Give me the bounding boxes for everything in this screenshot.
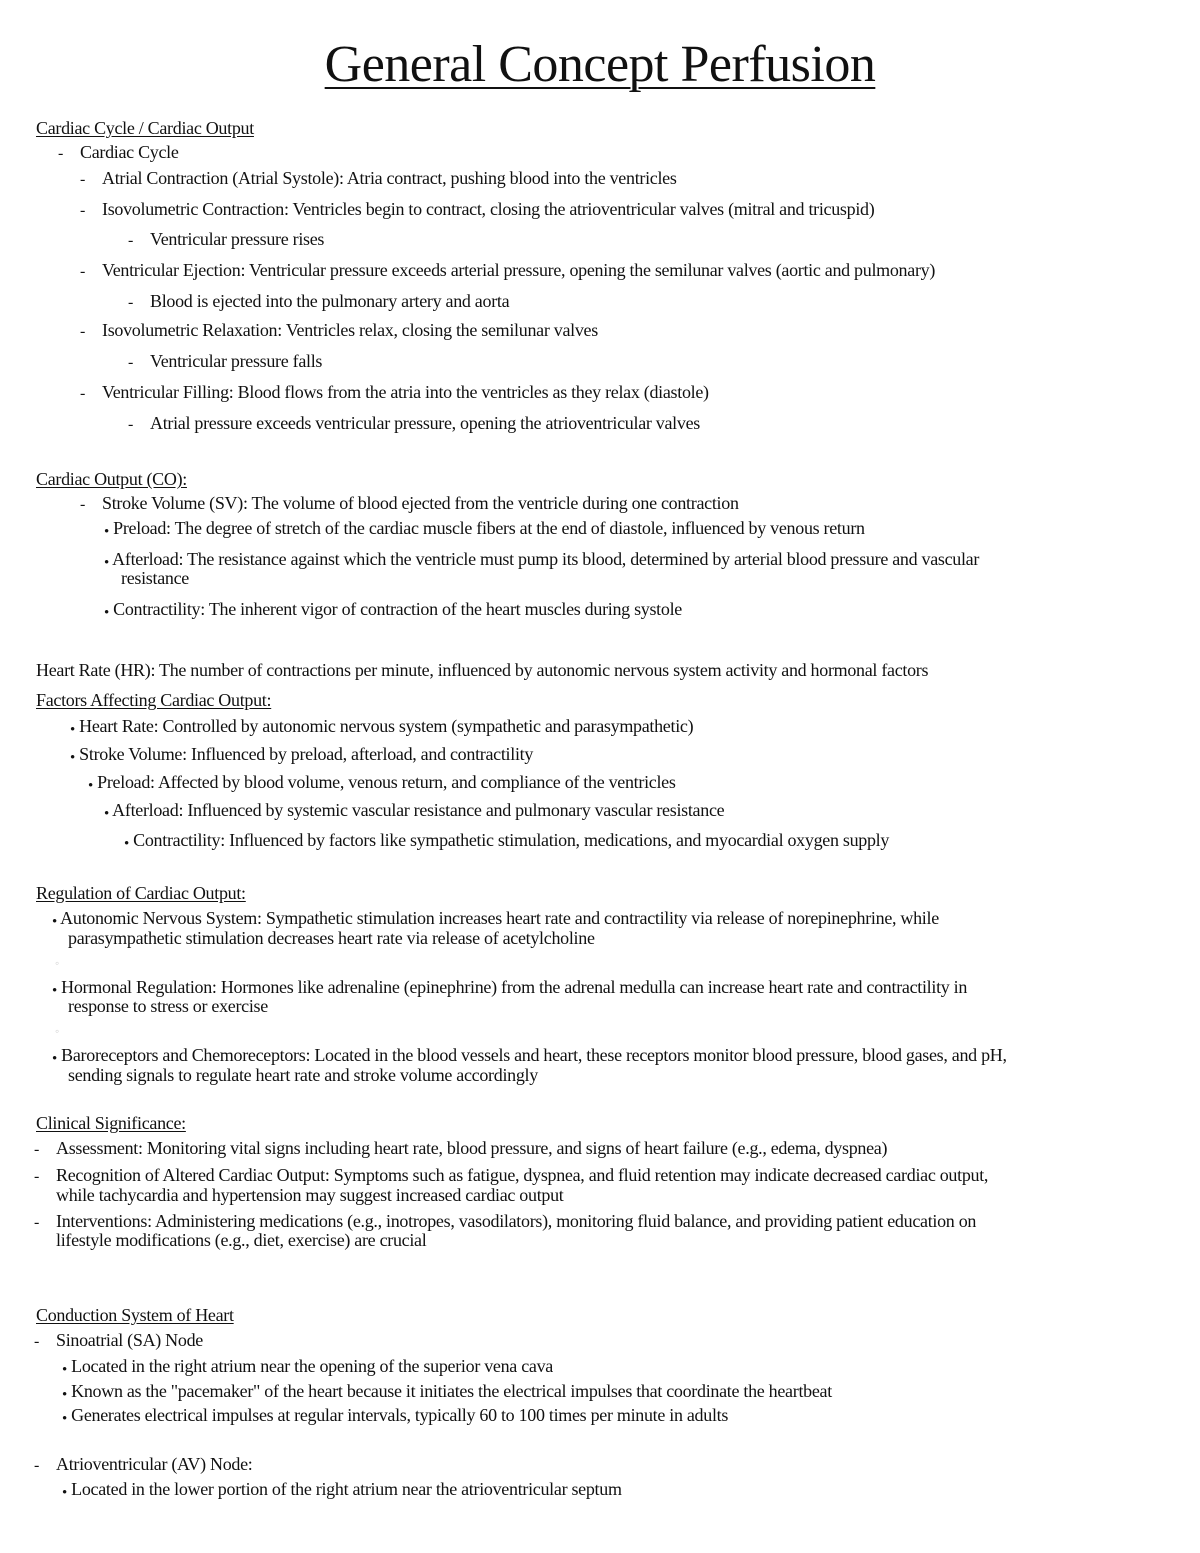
list-item: • Heart Rate: Controlled by autonomic nervous system (sympathetic and parasympathetic) [70,716,694,738]
list-item: - Blood is ejected into the pulmonary artery and aorta [128,291,510,311]
section-heading-conduction: Conduction System of Heart [36,1305,234,1325]
list-item: - Ventricular Filling: Blood flows from the atria into the ventricles as they relax (diastole) [80,382,709,402]
list-item: - Isovolumetric Contraction: Ventricles begin to contract, closing the atrioventricular valves (mitral and tricuspid) [80,199,875,219]
list-item: • Preload: The degree of stretch of the cardiac muscle fibers at the end of diastole, influenced by venous return [104,518,865,540]
document-title: General Concept Perfusion [324,36,876,93]
list-item: - Atrial pressure exceeds ventricular pressure, opening the atrioventricular valves [128,413,700,433]
empty-bullet: ◦ [55,956,59,970]
list-item: - Ventricular Ejection: Ventricular pressure exceeds arterial pressure, opening the semilunar valves (aortic and pulmonary) [80,260,936,280]
list-item: - Atrioventricular (AV) Node: [34,1454,253,1474]
list-item: - Sinoatrial (SA) Node [34,1330,203,1350]
list-item: - Stroke Volume (SV): The volume of blood ejected from the ventricle during one contraction [80,493,739,513]
list-item: • Hormonal Regulation: Hormones like adrenaline (epinephrine) from the adrenal medulla can increase heart rate and contractility in [52,977,968,999]
list-item-continuation: while tachycardia and hypertension may suggest increased cardiac output [56,1185,564,1205]
list-item: • Autonomic Nervous System: Sympathetic stimulation increases heart rate and contractility via release of norepinephrine, while [52,908,939,930]
list-item: • Contractility: Influenced by factors like sympathetic stimulation, medications, and myocardial oxygen supply [124,830,890,852]
list-item: • Located in the right atrium near the opening of the superior vena cava [62,1356,553,1378]
list-item-continuation: response to stress or exercise [68,996,268,1016]
list-item: • Located in the lower portion of the right atrium near the atrioventricular septum [62,1479,622,1501]
list-item-continuation: resistance [121,568,189,588]
list-item: • Afterload: The resistance against which the ventricle must pump its blood, determined by arterial blood pressure and vascular [104,549,980,571]
list-item: • Baroreceptors and Chemoreceptors: Located in the blood vessels and heart, these receptors monitor blood pressure, blood gases, and pH, [52,1045,1007,1067]
list-item: - Assessment: Monitoring vital signs including heart rate, blood pressure, and signs of heart failure (e.g., edema, dyspnea) [34,1138,888,1158]
list-item: - Ventricular pressure falls [128,351,323,371]
list-item-continuation: lifestyle modifications (e.g., diet, exercise) are crucial [56,1230,427,1250]
section-heading-factors: Factors Affecting Cardiac Output: [36,690,272,710]
list-item: - Isovolumetric Relaxation: Ventricles relax, closing the semilunar valves [80,320,598,340]
list-item: • Preload: Affected by blood volume, venous return, and compliance of the ventricles [88,772,676,794]
empty-bullet: ◦ [55,1024,59,1038]
list-item: • Afterload: Influenced by systemic vascular resistance and pulmonary vascular resistance [104,800,725,822]
list-item-continuation: sending signals to regulate heart rate and stroke volume accordingly [68,1065,538,1085]
list-item: - Interventions: Administering medications (e.g., inotropes, vasodilators), monitoring fluid balance, and providing patient education on [34,1211,977,1231]
list-item: • Contractility: The inherent vigor of contraction of the heart muscles during systole [104,599,682,621]
paragraph-heart-rate: Heart Rate (HR): The number of contractions per minute, influenced by autonomic nervous system activity and hormonal factors [36,660,929,680]
list-item: • Known as the "pacemaker" of the heart because it initiates the electrical impulses that coordinate the heartbeat [62,1381,832,1403]
section-heading-cardiac-output: Cardiac Output (CO): [36,469,187,489]
section-heading-regulation: Regulation of Cardiac Output: [36,883,246,903]
list-item: • Generates electrical impulses at regular intervals, typically 60 to 100 times per minute in adults [62,1405,729,1427]
list-item: - Atrial Contraction (Atrial Systole): Atria contract, pushing blood into the ventricles [80,168,677,188]
list-item: - Cardiac Cycle [58,142,179,162]
section-heading-clinical: Clinical Significance: [36,1113,186,1133]
section-heading-cardiac-cycle: Cardiac Cycle / Cardiac Output [36,118,254,138]
list-item: - Recognition of Altered Cardiac Output: Symptoms such as fatigue, dyspnea, and fluid retention may indicate decreased cardiac output, [34,1165,989,1185]
list-item: • Stroke Volume: Influenced by preload, afterload, and contractility [70,744,534,766]
list-item: - Ventricular pressure rises [128,229,325,249]
list-item-continuation: parasympathetic stimulation decreases heart rate via release of acetylcholine [68,928,595,948]
